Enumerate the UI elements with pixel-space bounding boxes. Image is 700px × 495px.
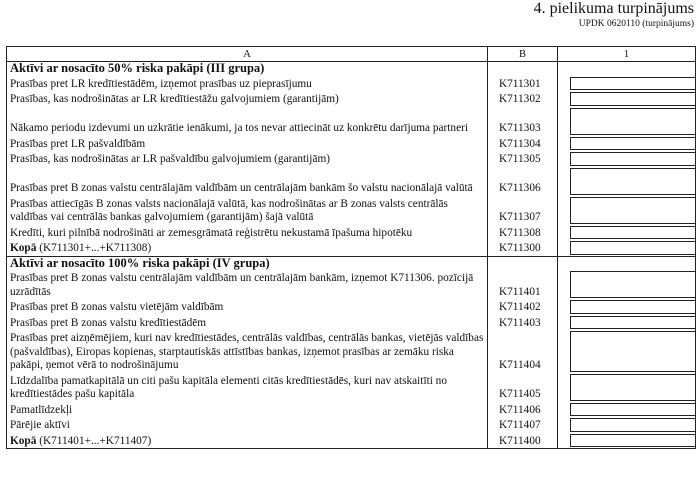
value-cell-wrap	[558, 373, 696, 402]
row-code: K711404	[488, 330, 558, 373]
value-input-box[interactable]	[570, 197, 696, 224]
table-row	[7, 196, 696, 225]
value-input-box[interactable]	[570, 403, 696, 417]
row-description: Prasības pret B zonas valstu kredītiestādēm	[7, 315, 488, 331]
total-code: K711300	[488, 240, 558, 256]
total-range: (K711301+...+K711308)	[39, 242, 152, 254]
column-1-header: 1	[558, 47, 696, 62]
value-cell-wrap	[558, 315, 696, 331]
row-code: K711407	[488, 417, 558, 433]
group-title: Aktīvi ar nosacīto 100% riska pakāpi (IV grupa)	[7, 256, 488, 270]
row-code: K711308	[488, 225, 558, 241]
value-input-box[interactable]	[570, 137, 696, 151]
value-cell-wrap	[558, 330, 696, 373]
value-input-box[interactable]	[570, 418, 696, 432]
column-a-header: A	[7, 47, 488, 62]
table-row	[7, 330, 696, 373]
value-cell-wrap	[558, 167, 696, 196]
empty-value-cell	[558, 256, 696, 270]
row-description: Prasības pret B zonas valstu centrālajām valdībām un centrālajām bankām, izņemot K711306. pozīcijā uzrādītās	[7, 270, 488, 299]
row-description: Līdzdalība pamatkapitālā un citi pašu kapitāla elementi citās kredītiestādēs, kuri nav atskaitīti no kredītiestādes pašu kapitāla	[7, 373, 488, 402]
row-code: K711402	[488, 299, 558, 315]
column-b-header: B	[488, 47, 558, 62]
value-cell-wrap	[558, 91, 696, 107]
group-title: Aktīvi ar nosacīto 50% riska pakāpi (III grupa)	[7, 62, 488, 76]
total-label-cell	[7, 433, 488, 449]
table-body	[7, 62, 696, 449]
value-cell-wrap	[558, 225, 696, 241]
value-cell-wrap	[558, 151, 696, 167]
row-description: Nākamo periodu izdevumi un uzkrātie ienākumi, ja tos nevar attiecināt uz konkrētu darījuma partneri	[7, 107, 488, 136]
row-description: Prasības attiecīgās B zonas valsts nacionālajā valūtā, kas nodrošinātas ar B zonas valsts centrālās valdības vai centrālās bankas galvojumiem (garantijām) šajā valūtā	[7, 196, 488, 225]
group-heading-row	[7, 62, 696, 76]
table-row	[7, 270, 696, 299]
row-code: K711307	[488, 196, 558, 225]
value-input-box[interactable]	[570, 300, 696, 314]
value-cell-wrap	[558, 196, 696, 225]
total-value-wrap	[558, 433, 696, 449]
value-cell-wrap	[558, 270, 696, 299]
appendix-title: 4. pielikuma turpinājums	[533, 0, 694, 17]
row-code: K711406	[488, 402, 558, 418]
table-row	[7, 417, 696, 433]
empty-code-cell	[488, 62, 558, 76]
table-row	[7, 91, 696, 107]
table-row	[7, 299, 696, 315]
row-description: Prasības pret aizņēmējiem, kuri nav kredītiestādes, centrālās valdības, centrālās bankas, vietējās valdības (pašvaldības), Eiropas kopienas, starptautiskās attīstības bankas, izņemot prasības ar zemāku riska pakāpi, ņemot vērā to nodrošinājumu	[7, 330, 488, 373]
value-cell-wrap	[558, 107, 696, 136]
value-input-box[interactable]	[570, 331, 696, 372]
row-description: Prasības, kas nodrošinātas ar LR kredītiestāžu galvojumiem (garantijām)	[7, 91, 488, 107]
table-row	[7, 225, 696, 241]
column-header-row	[7, 47, 696, 62]
table-row	[7, 76, 696, 92]
row-description: Kredīti, kuri pilnībā nodrošināti ar zemesgrāmatā reģistrētu nekustamā īpašuma hipotēku	[7, 225, 488, 241]
total-value-box[interactable]	[570, 241, 696, 255]
table-row	[7, 107, 696, 136]
row-code: K711306	[488, 167, 558, 196]
row-description: Prasības, kas nodrošinātas ar LR pašvaldību galvojumiem (garantijām)	[7, 151, 488, 167]
total-row	[7, 240, 696, 256]
value-input-box[interactable]	[570, 374, 696, 401]
empty-value-cell	[558, 62, 696, 76]
total-row	[7, 433, 696, 449]
row-description: Pārējie aktīvi	[7, 417, 488, 433]
table-row	[7, 402, 696, 418]
row-description: Pamatlīdzekļi	[7, 402, 488, 418]
empty-code-cell	[488, 256, 558, 270]
total-code: K711400	[488, 433, 558, 449]
form-code: UPDK 0620110 (turpinājums)	[578, 19, 694, 29]
row-code: K711301	[488, 76, 558, 92]
total-label: Kopā	[10, 242, 37, 254]
total-label: Kopā	[10, 434, 37, 447]
table-row	[7, 167, 696, 196]
table-row	[7, 136, 696, 152]
row-description: Prasības pret LR pašvaldībām	[7, 136, 488, 152]
row-code: K711405	[488, 373, 558, 402]
total-label-cell	[7, 240, 488, 256]
value-input-box[interactable]	[570, 108, 696, 135]
value-cell-wrap	[558, 76, 696, 92]
value-cell-wrap	[558, 136, 696, 152]
row-code: K711304	[488, 136, 558, 152]
table-row	[7, 373, 696, 402]
total-range: (K711401+...+K711407)	[39, 434, 152, 447]
group-heading-row	[7, 256, 696, 270]
row-description: Prasības pret B zonas valstu centrālajām valdībām un centrālajām bankām šo valstu nacionālajā valūtā	[7, 167, 488, 196]
value-input-box[interactable]	[570, 316, 696, 330]
value-input-box[interactable]	[570, 92, 696, 106]
row-description: Prasības pret B zonas valstu vietējām valdībām	[7, 299, 488, 315]
row-code: K711401	[488, 270, 558, 299]
value-input-box[interactable]	[570, 77, 696, 91]
table-row	[7, 151, 696, 167]
row-description: Prasības pret LR kredītiestādēm, izņemot prasības uz pieprasījumu	[7, 76, 488, 92]
table-row	[7, 315, 696, 331]
value-input-box[interactable]	[570, 271, 696, 298]
value-cell-wrap	[558, 299, 696, 315]
total-value-wrap	[558, 240, 696, 256]
value-cell-wrap	[558, 402, 696, 418]
report-table	[6, 46, 696, 449]
row-code: K711403	[488, 315, 558, 331]
row-code: K711302	[488, 91, 558, 107]
row-code: K711303	[488, 107, 558, 136]
value-cell-wrap	[558, 417, 696, 433]
value-input-box[interactable]	[570, 152, 696, 166]
row-code: K711305	[488, 151, 558, 167]
value-input-box[interactable]	[570, 226, 696, 240]
value-input-box[interactable]	[570, 168, 696, 195]
total-value-box[interactable]	[570, 434, 696, 448]
